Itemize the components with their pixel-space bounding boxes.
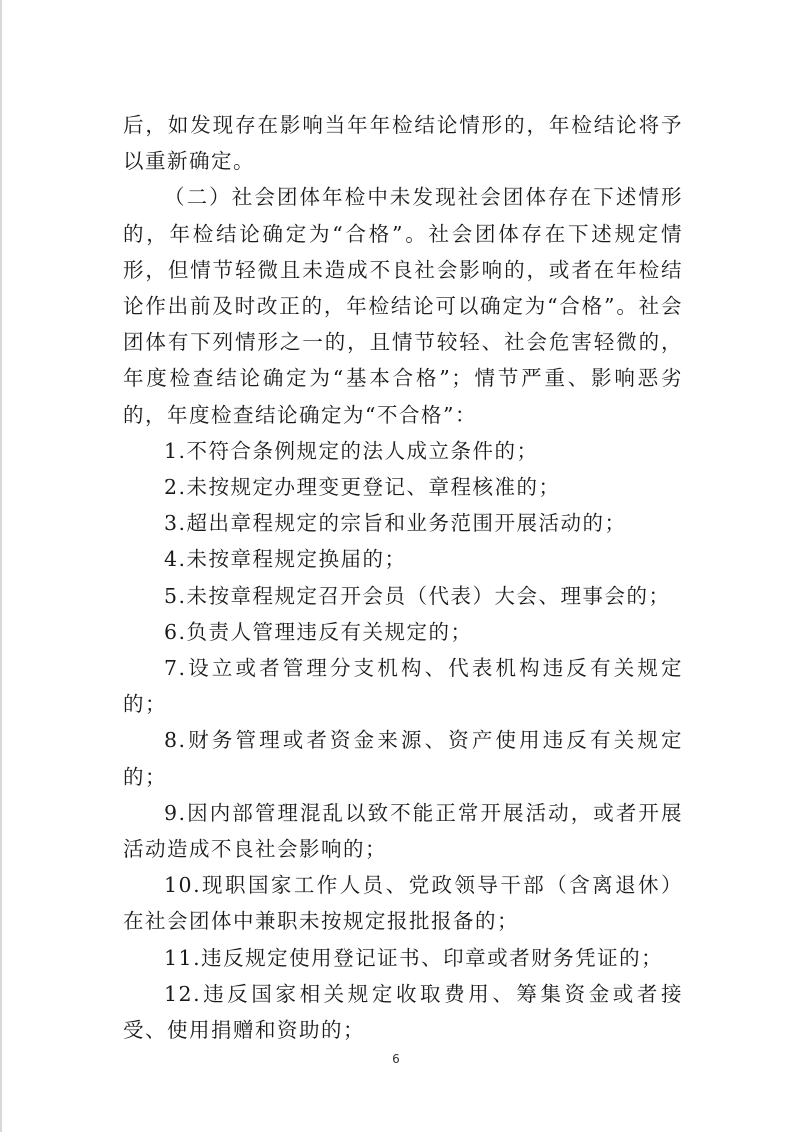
- paragraph: 1.不符合条例规定的法人成立条件的；: [164, 438, 539, 463]
- paragraph: 6.负责人管理违反有关规定的；: [164, 619, 473, 644]
- paragraph: 12.违反国家相关规定收取费用、筹集资金或者接受、使用捐赠和资助的；: [123, 981, 683, 1043]
- paragraph: 10.现职国家工作人员、党政领导干部（含离退休）在社会团体中兼职未按规定报批报备的；: [123, 873, 683, 934]
- scan-edge: [0, 0, 2, 1132]
- paragraph: 11.违反规定使用登记证书、印章或者财务凭证的；: [164, 945, 664, 970]
- paragraph: 2.未按规定办理变更登记、章程核准的；: [164, 475, 561, 500]
- paragraph: （二）社会团体年检中未发现社会团体存在下述情形的，年检结论确定为“合格”。社会团体存在下述规定情形，但情节轻微且未造成不良社会影响的，或者在年检结论作出前及时改正的，年检结论可以确定为“合格”。社会团体有下列情形之一的，且情节较轻、社会危害轻微的，年度检查结论确定为“基本合格”；情节严重、影响恶劣的，年度检查结论确定为“不合格”：: [123, 185, 683, 427]
- paragraph: 3.超出章程规定的宗旨和业务范围开展活动的；: [164, 511, 627, 536]
- paragraph: 9.因内部管理混乱以致不能正常开展活动，或者开展活动造成不良社会影响的；: [123, 800, 683, 862]
- paragraph: 8.财务管理或者资金来源、资产使用违反有关规定的；: [123, 728, 683, 789]
- paragraph: 5.未按章程规定召开会员（代表）大会、理事会的；: [164, 583, 671, 608]
- paragraph: 4.未按章程规定换届的；: [164, 547, 407, 572]
- paragraph: 7.设立或者管理分支机构、代表机构违反有关规定的；: [123, 656, 683, 717]
- page-number: 6: [392, 1052, 400, 1066]
- paragraph: 后，如发现存在影响当年年检结论情形的，年检结论将予以重新确定。: [123, 113, 683, 174]
- body-text: [123, 107, 683, 1048]
